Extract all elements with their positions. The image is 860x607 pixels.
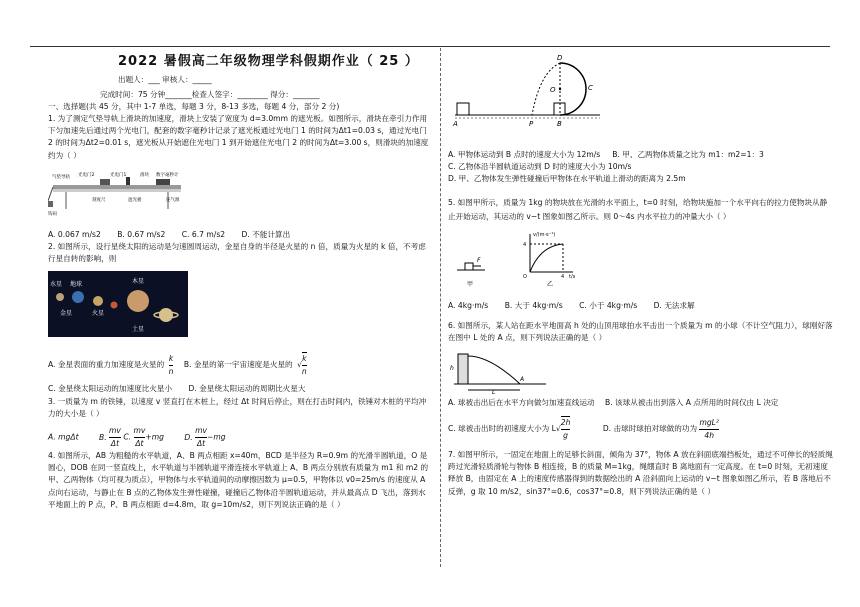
q4-option-b[interactable]: B. 甲、乙两物体质量之比为 m1：m2=1：3: [612, 150, 764, 159]
question-5: [448, 196, 833, 224]
q6-option-b[interactable]: B. 该球从被击出到落入 A 点所用的时间仅由 L 决定: [605, 398, 779, 407]
fig1-label-8: 钩码: [48, 212, 57, 217]
fig5-label-4y: 4: [523, 242, 527, 248]
planet-label-1: 地球: [70, 281, 83, 288]
fig5-label-jia: 甲: [467, 281, 474, 288]
question-4: [48, 450, 432, 511]
fig6-label-a: A: [520, 376, 525, 383]
q2-option-d[interactable]: D. 金星绕太阳运动的周期比火星大: [188, 384, 306, 393]
q3-option-c-label[interactable]: C.: [123, 432, 132, 442]
fig5-label-f: F: [477, 257, 481, 264]
question-6-text: 6. 如图所示，某人站在距水平地面高 h 处的山顶用球拍水平击出一个质量为 m 的小球（不计空气阻力），球刚好落在图中 L 处的 A 点，则下列说法正确的是（ ）: [448, 321, 833, 343]
q1-option-d[interactable]: D. 不能计算出: [241, 230, 291, 239]
fig1-label-1: 光电门2: [78, 173, 95, 178]
question-1-options: [48, 229, 304, 241]
planet-label-5: 土星: [132, 326, 145, 333]
column-divider: [440, 48, 441, 567]
q2-option-c[interactable]: C. 金星绕太阳运动的加速度比火星小: [48, 384, 173, 393]
top-rule: [30, 46, 830, 47]
q3-option-d-label[interactable]: D.: [184, 432, 193, 442]
q6-option-a[interactable]: A. 球被击出后在水平方向做匀加速直线运动: [448, 398, 595, 407]
q3-option-b-label[interactable]: B.: [98, 432, 107, 442]
q6-options-cd: [448, 416, 833, 442]
fig6-label-l: L: [492, 389, 496, 394]
question-5-text: 5. 如图甲所示，质量为 1kg 的物块放在光滑的水平面上，t=0 时刻，给物块施加一个水平向右的拉力使物块从静止开始运动，其运动的 v−t 图象如图乙所示。则 0～4s 内水平拉力的冲量大小（ ）: [448, 198, 828, 221]
q6-option-c[interactable]: C. 球被击出时的初速度大小为 L: [448, 424, 556, 434]
fig1-label-6: 数字毫秒计: [156, 173, 179, 178]
fig1-label-0: 气垫导轨: [52, 175, 70, 180]
q5-option-b[interactable]: B. 大于 4kg·m/s: [504, 301, 563, 310]
question-7-text: 7. 如图甲所示，一固定在地面上的足够长斜面，倾角为 37°，物体 A 放在斜面底端挡板处，通过不可伸长的轻质绳跨过光滑轻质滑轮与物体 B 相连接，B 的质量 M=1kg，绳绷直时 B 离地面有一定高度。在 t=0 时刻，无初速度释放 B，由固定在 A 上的速度传感器得到的数据绘出的 A 沿斜面向上运动的 v−t 图象如图乙所示，若 B 落地后不反弹，g 取 10 m/s2，sin37°=0.6，cos37°=0.8，则下列说法正确的是（ ）: [448, 450, 833, 496]
q5-options: [448, 300, 833, 312]
q5-option-d[interactable]: D. 无法求解: [653, 301, 695, 310]
fig5-label-v: v/(m·s⁻¹): [533, 232, 556, 238]
fig5-label-o: O: [523, 274, 527, 280]
q1-option-b[interactable]: B. 0.67 m/s2: [117, 230, 166, 239]
q3-options: [48, 425, 432, 450]
q2-options-ab: [48, 352, 432, 378]
fig1-label-2: 光电门1: [110, 173, 127, 178]
q3-frac-c: $\frac{mv}{\Delta t}$: [133, 426, 146, 449]
q1-option-c[interactable]: C. 6.7 m/s2: [181, 230, 226, 239]
question-1: [48, 113, 432, 162]
question-4-text: 4. 如图所示，AB 为粗糙的水平轨道，A、B 两点相距 x=40m，BCD 是半径为 R=0.9m 的光滑半圆轨道，O 是圆心，DOB 在同一竖直线上，水平轨道与半圆轨道平滑连接水平轨道上 A、B 两点分别放有质量为 m1 和 m2 的甲、乙两物体（均可视为质点），甲物体与水平轨道间的动摩擦因数为 μ=0.5，甲物体以 v0=25m/s 的速度从 A 点向右运动，与静止在 B 点的乙物体发生弹性碰撞，碰撞后乙物体沿半圆轨道运动，并从最高点 D 飞出，落到水平地面上的 P 点，P、B 两点相距 d=4.8m，取 g=10m/s2，则下列说法正确的是（ ）: [48, 451, 429, 509]
q3-frac-d: $\frac{mv}{\Delta t}$: [195, 426, 208, 449]
q2-sqrt-b: √ $\frac{k}{n}$: [297, 352, 307, 378]
planet-label-2: 木星: [132, 278, 145, 285]
q6-frac-d: mgL² 4h: [699, 417, 719, 440]
q3-option-a[interactable]: A. mgΔt: [48, 432, 79, 442]
q5-option-a[interactable]: A. 4kg·m/s: [448, 301, 489, 310]
fig1-label-3: 滑块: [140, 173, 149, 178]
fig5-label-yi: 乙: [547, 281, 554, 288]
planet-label-0: 水星: [50, 281, 63, 288]
fig1-label-5: 连气源: [166, 198, 180, 203]
page-title: 2022 暑假高二年级物理学科假期作业（ 25 ）: [118, 54, 419, 69]
fig1-label-4: 遮光板: [128, 198, 142, 203]
planet-label-4: 火星: [92, 310, 105, 317]
q2-options-cd: [48, 383, 432, 395]
fig4-label-d: D: [557, 54, 563, 62]
q1-option-a[interactable]: A. 0.067 m/s2: [48, 230, 101, 239]
question-7: [448, 449, 833, 498]
fig4-label-p: P: [529, 120, 534, 128]
fig6-label-h: h: [450, 365, 454, 372]
q6-sqrt-c: √ $\frac{2h}{g}$: [556, 416, 571, 442]
q4-option-d[interactable]: D. 甲、乙物体发生弹性碰撞后甲物体在水平轨道上滑动的距离为 2.5m: [448, 174, 686, 184]
planet-label-3: 金星: [60, 310, 73, 317]
q2-option-a[interactable]: A. 金星表面的重力加速度是火星的: [48, 360, 165, 370]
fig4-label-o: O: [550, 86, 556, 94]
fig5-label-4x: 4: [561, 274, 565, 280]
fig1-label-7: 刻度尺: [92, 198, 106, 203]
projectile-figure: [450, 348, 550, 394]
author-line: 出题人：___ 审核人：_____: [118, 75, 212, 84]
solar-system-figure: [48, 271, 188, 337]
fig4-label-b: B: [557, 120, 562, 128]
fig4-label-a: A: [453, 120, 458, 128]
question-2-text: 2. 如图所示，设行星绕太阳的运动是匀速圆周运动，金星自身的半径是火星的 n 倍，质量为火星的 k 倍，不考虑行星自转的影响，则: [48, 242, 426, 264]
q4-option-c[interactable]: C. 乙物体沿半圆轨道运动到 D 时的速度大小为 10m/s: [448, 162, 632, 172]
q2-frac-a: $\frac{k}{n}$: [168, 353, 174, 376]
q4-option-a[interactable]: A. 甲物体运动到 B 点时的速度大小为 12m/s: [448, 150, 601, 159]
q6-options-ab: [448, 397, 833, 409]
section-heading: 一、选择题(共 45 分，其中 1-7 单选，每题 3 分，8-13 多选，每题 4 分，部分 2 分): [48, 102, 340, 111]
q3-frac-b: $\frac{mv}{\Delta t}$: [109, 426, 121, 449]
question-3-text: 3. 一质量为 m 的铁锤，以速度 v 竖直打在木桩上，经过 Δt 时间后停止，则在打击时间内，铁锤对木桩的平均冲力的大小是（ ）: [48, 397, 427, 419]
question-6: [448, 320, 833, 344]
track-figure: [450, 52, 610, 132]
q4-options: [448, 149, 833, 186]
question-2: [48, 241, 432, 265]
question-1-text: 1. 为了测定气垫导轨上滑块的加速度，滑块上安装了宽度为 d=3.0mm 的遮光板。如图所示，滑块在牵引力作用下匀加速先后通过两个光电门，配套的数字毫秒计记录了遮光板通过光电门 1 的时间为Δt1=0.03 s，通过光电门 2 的时间为Δt2=0.01 s，遮光板从开始遮住光电门 1 到开始遮住光电门 2 的时间为Δt=3.00 s，则滑块的加速度约为（ ）: [48, 114, 429, 160]
question-3: [48, 396, 432, 420]
q6-option-d[interactable]: D. 击球时球拍对球做的功为: [602, 424, 698, 434]
air-track-figure: [48, 171, 188, 217]
info-line: 完成时间：75 分钟_______检查人签字：________ 得分：_______: [100, 90, 320, 99]
fig4-label-c: C: [588, 84, 593, 92]
fig5-label-t: t/s: [569, 274, 576, 280]
q3-d-tail: −mg: [207, 432, 226, 442]
q2-option-b[interactable]: B. 金星的第一宇宙速度是火星的: [183, 360, 293, 370]
q3-c-tail: +mg: [145, 432, 164, 442]
q5-option-c[interactable]: C. 小于 4kg·m/s: [579, 301, 638, 310]
vt-graph-figure: [455, 230, 585, 290]
